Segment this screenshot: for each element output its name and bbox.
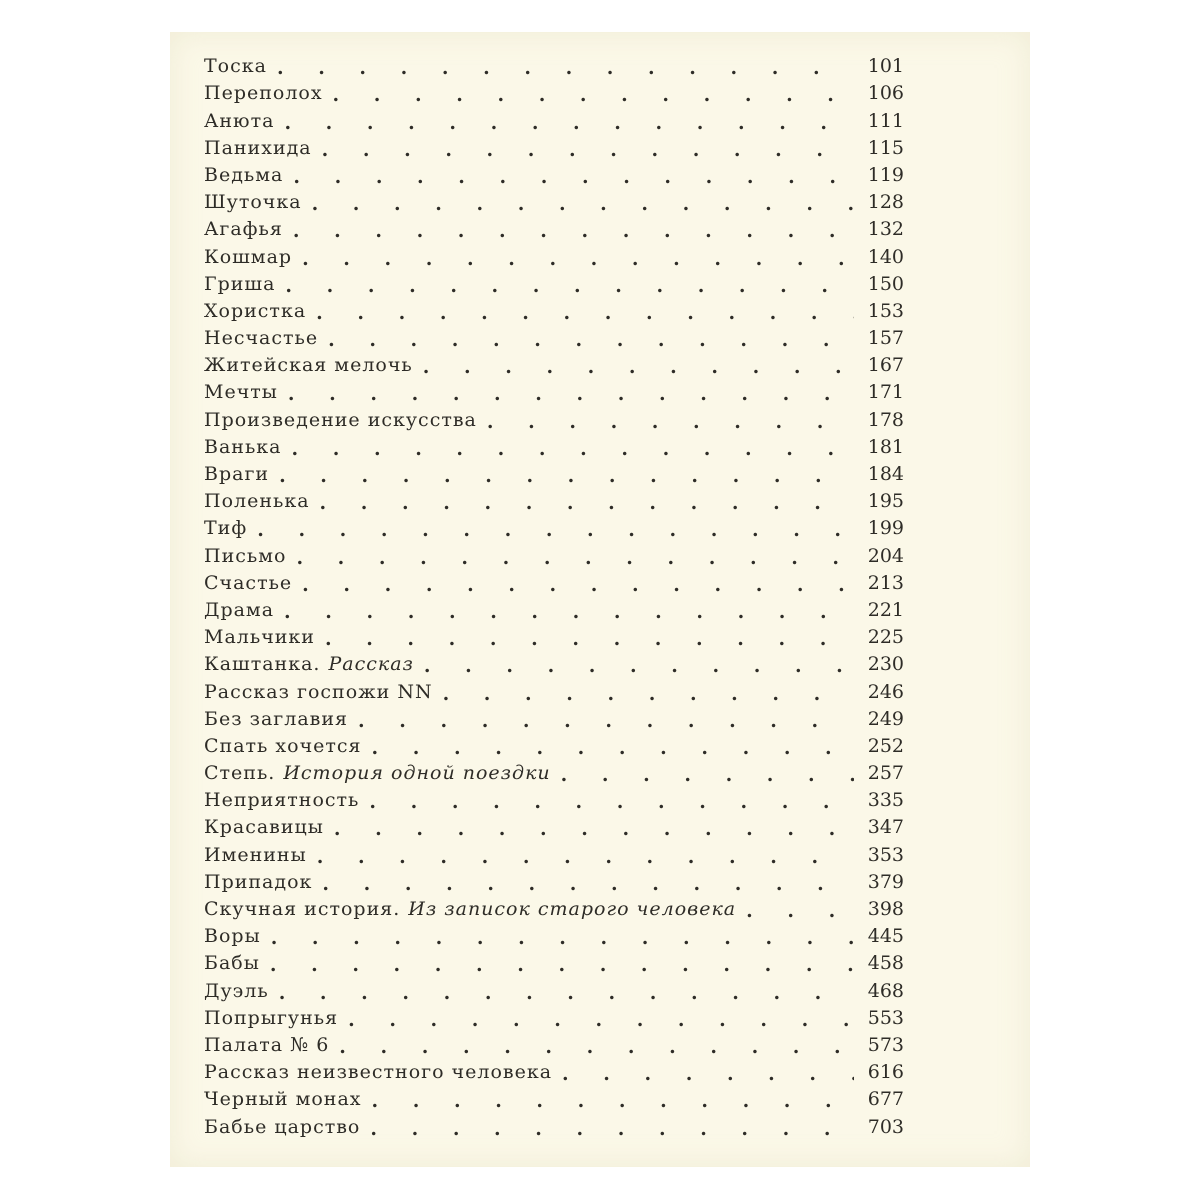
toc-entry xyxy=(204,539,904,566)
toc-entry-page-number: 249 xyxy=(867,707,904,730)
dot-leader xyxy=(423,356,854,378)
toc-entry-page-number: 119 xyxy=(867,163,904,186)
book-page xyxy=(170,32,1030,1167)
toc-entry-page-number: 468 xyxy=(867,979,904,1002)
toc-entry-title: Ведьма xyxy=(204,163,284,186)
toc-entry xyxy=(204,920,904,947)
toc-entry-title: Мечты xyxy=(204,381,278,404)
toc-entry-page-number: 204 xyxy=(867,544,904,567)
toc-entry xyxy=(204,1056,904,1083)
dot-leader xyxy=(288,383,854,405)
toc-entry-title: Скучная история. xyxy=(204,898,401,920)
toc-entry-subtitle: Рассказ xyxy=(328,653,414,676)
toc-entry-page-number: 132 xyxy=(867,218,904,241)
toc-entry-title: Именины xyxy=(204,843,307,866)
toc-entry-title: Анюта xyxy=(204,109,275,132)
dot-leader xyxy=(358,710,854,732)
toc-entry-title: Попрыгунья xyxy=(204,1006,339,1029)
toc-entry-page-number: 347 xyxy=(867,816,904,839)
dot-leader xyxy=(284,112,854,134)
toc-entry-page-number: 140 xyxy=(867,245,904,268)
dot-leader xyxy=(443,683,854,705)
toc-entry-title: Тиф xyxy=(204,517,248,540)
toc-entry-title: Житейская мелочь xyxy=(204,354,413,377)
toc-entry-page-number: 171 xyxy=(867,381,904,404)
toc-entry-page-number: 178 xyxy=(867,408,904,431)
toc-entry-title: Мальчики xyxy=(204,626,315,649)
toc-entry xyxy=(204,893,904,920)
toc-entry-page-number: 379 xyxy=(867,870,904,893)
toc-entry-page-number: 167 xyxy=(867,354,904,377)
toc-entry-page-number: 153 xyxy=(867,299,904,322)
toc-entry-title: Тоска xyxy=(204,55,267,78)
toc-entry-page-number: 703 xyxy=(867,1115,904,1138)
toc-entry-page-number: 573 xyxy=(867,1033,904,1056)
toc-entry xyxy=(204,268,904,295)
toc-entry-title: Бабье царство xyxy=(204,1115,361,1138)
dot-leader xyxy=(293,166,854,188)
dot-leader xyxy=(333,84,854,106)
toc-entry xyxy=(204,730,904,757)
dot-leader xyxy=(284,601,854,623)
toc-entry-page-number: 458 xyxy=(867,952,904,975)
toc-entry xyxy=(204,104,904,131)
dot-leader xyxy=(316,302,854,324)
toc-entry xyxy=(204,349,904,376)
dot-leader xyxy=(348,1009,854,1031)
toc-entry-title: Припадок xyxy=(204,870,313,893)
toc-entry-page-number: 101 xyxy=(867,55,904,78)
toc-entry-page-number: 195 xyxy=(867,490,904,513)
toc-entry-page-number: 181 xyxy=(867,435,904,458)
toc-entry-page-number: 616 xyxy=(867,1061,904,1084)
dot-leader xyxy=(369,791,854,813)
toc-entry-title: Счастье xyxy=(204,571,293,594)
toc-entry xyxy=(204,675,904,702)
toc-entry-page-number: 128 xyxy=(867,191,904,214)
toc-entry-page-number: 553 xyxy=(867,1006,904,1029)
toc-entry xyxy=(204,784,904,811)
toc-entry-title: Гриша xyxy=(204,272,276,295)
toc-entry-page-number: 230 xyxy=(867,653,904,676)
toc-entry-title: Без заглавия xyxy=(204,707,348,730)
toc-entry-subtitle: Из записок старого человека xyxy=(408,898,737,920)
toc-entry xyxy=(204,947,904,974)
toc-entry-title: Шуточка xyxy=(204,191,302,214)
toc-entry-title: Панихида xyxy=(204,136,312,159)
dot-leader xyxy=(328,329,854,351)
toc-entry-title: Рассказ неизвестного человека xyxy=(204,1061,553,1084)
toc-entry-page-number: 257 xyxy=(867,762,904,785)
toc-entry-title: Враги xyxy=(204,463,270,485)
toc-entry-title: Воры xyxy=(204,925,261,948)
toc-entry-page-number: 353 xyxy=(867,843,904,866)
dot-leader xyxy=(293,220,854,242)
dot-leader xyxy=(279,982,854,1004)
dot-leader xyxy=(325,628,854,650)
toc-entry-title: Переполох xyxy=(204,82,323,105)
toc-entry xyxy=(204,866,904,893)
toc-entry xyxy=(204,1029,904,1056)
toc-entry xyxy=(204,648,904,675)
dot-leader xyxy=(271,927,854,949)
dot-leader xyxy=(746,900,854,922)
toc-entry-page-number: 115 xyxy=(867,136,904,159)
toc-entry-page-number: 445 xyxy=(867,925,904,948)
dot-leader xyxy=(372,1090,854,1112)
dot-leader xyxy=(296,547,854,569)
dot-leader xyxy=(322,139,854,161)
toc-entry xyxy=(204,567,904,594)
toc-entry-title: Черный монах xyxy=(204,1088,362,1111)
toc-entry-page-number: 225 xyxy=(867,626,904,649)
dot-leader xyxy=(322,873,854,895)
toc-entry xyxy=(204,1110,904,1137)
toc-entry-title: Письмо xyxy=(204,544,287,567)
toc-entry-page-number: 157 xyxy=(867,327,904,350)
dot-leader xyxy=(317,846,854,868)
dot-leader xyxy=(257,519,854,541)
dot-leader xyxy=(312,193,854,215)
toc-entry xyxy=(204,403,904,430)
toc-entry-title: Рассказ госпожи NN xyxy=(204,680,433,703)
toc-entry-page-number: 184 xyxy=(867,463,904,485)
toc-entry xyxy=(204,1083,904,1110)
toc-entry-title: Каштанка. xyxy=(204,653,321,676)
table-of-contents xyxy=(204,50,904,1138)
toc-entry-page-number: 677 xyxy=(867,1088,904,1111)
toc-entry xyxy=(204,458,904,485)
toc-entry-subtitle: История одной поездки xyxy=(283,762,551,785)
toc-entry-title: Драма xyxy=(204,598,275,621)
toc-entry xyxy=(204,485,904,512)
dot-leader xyxy=(279,465,854,487)
toc-entry xyxy=(204,376,904,403)
toc-entry xyxy=(204,621,904,648)
toc-entry-title: Степь. xyxy=(204,762,276,785)
toc-entry-title: Спать хочется xyxy=(204,734,362,757)
dot-leader xyxy=(561,764,854,786)
toc-entry xyxy=(204,77,904,104)
toc-entry-title: Агафья xyxy=(204,218,283,241)
dot-leader xyxy=(285,275,854,297)
toc-entry xyxy=(204,1002,904,1029)
dot-leader xyxy=(292,438,854,460)
toc-entry xyxy=(204,186,904,213)
toc-entry-title: Бабы xyxy=(204,952,260,975)
toc-entry-title: Хористка xyxy=(204,299,307,322)
toc-entry-page-number: 106 xyxy=(867,82,904,105)
dot-leader xyxy=(487,411,854,433)
dot-leader xyxy=(302,574,854,596)
toc-entry-page-number: 221 xyxy=(867,598,904,621)
toc-entry xyxy=(204,50,904,77)
toc-entry-title: Красавицы xyxy=(204,816,324,839)
dot-leader xyxy=(562,1063,854,1085)
toc-entry xyxy=(204,811,904,838)
dot-leader xyxy=(334,818,854,840)
dot-leader xyxy=(370,1118,854,1140)
toc-entry xyxy=(204,512,904,539)
toc-entry xyxy=(204,132,904,159)
toc-entry xyxy=(204,240,904,267)
toc-entry xyxy=(204,213,904,240)
toc-entry xyxy=(204,431,904,458)
toc-entry xyxy=(204,159,904,186)
toc-entry-page-number: 213 xyxy=(867,571,904,594)
toc-entry-title: Ванька xyxy=(204,435,282,458)
toc-entry-page-number: 150 xyxy=(867,272,904,295)
toc-entry xyxy=(204,594,904,621)
toc-entry-title: Кошмар xyxy=(204,245,293,268)
toc-entry-page-number: 335 xyxy=(867,789,904,812)
dot-leader xyxy=(339,1036,854,1058)
toc-entry xyxy=(204,974,904,1001)
toc-entry xyxy=(204,322,904,349)
toc-entry-page-number: 252 xyxy=(867,734,904,757)
dot-leader xyxy=(270,954,854,976)
dot-leader xyxy=(277,57,854,79)
toc-entry-page-number: 246 xyxy=(867,680,904,703)
toc-entry xyxy=(204,757,904,784)
dot-leader xyxy=(302,248,854,270)
dot-leader xyxy=(372,737,854,759)
toc-entry-title: Несчастье xyxy=(204,327,319,350)
toc-entry-page-number: 111 xyxy=(867,109,904,132)
toc-entry-page-number: 199 xyxy=(867,517,904,540)
toc-entry-title: Палата № 6 xyxy=(204,1033,330,1056)
toc-entry-page-number: 398 xyxy=(867,898,904,920)
toc-entry xyxy=(204,703,904,730)
toc-entry xyxy=(204,295,904,322)
toc-entry xyxy=(204,838,904,865)
dot-leader xyxy=(320,492,854,514)
dot-leader xyxy=(424,655,854,677)
toc-entry-title: Неприятность xyxy=(204,789,360,812)
toc-entry-title: Произведение искусства xyxy=(204,408,477,431)
toc-entry-title: Дуэль xyxy=(204,979,269,1002)
toc-entry-title: Поленька xyxy=(204,490,310,513)
